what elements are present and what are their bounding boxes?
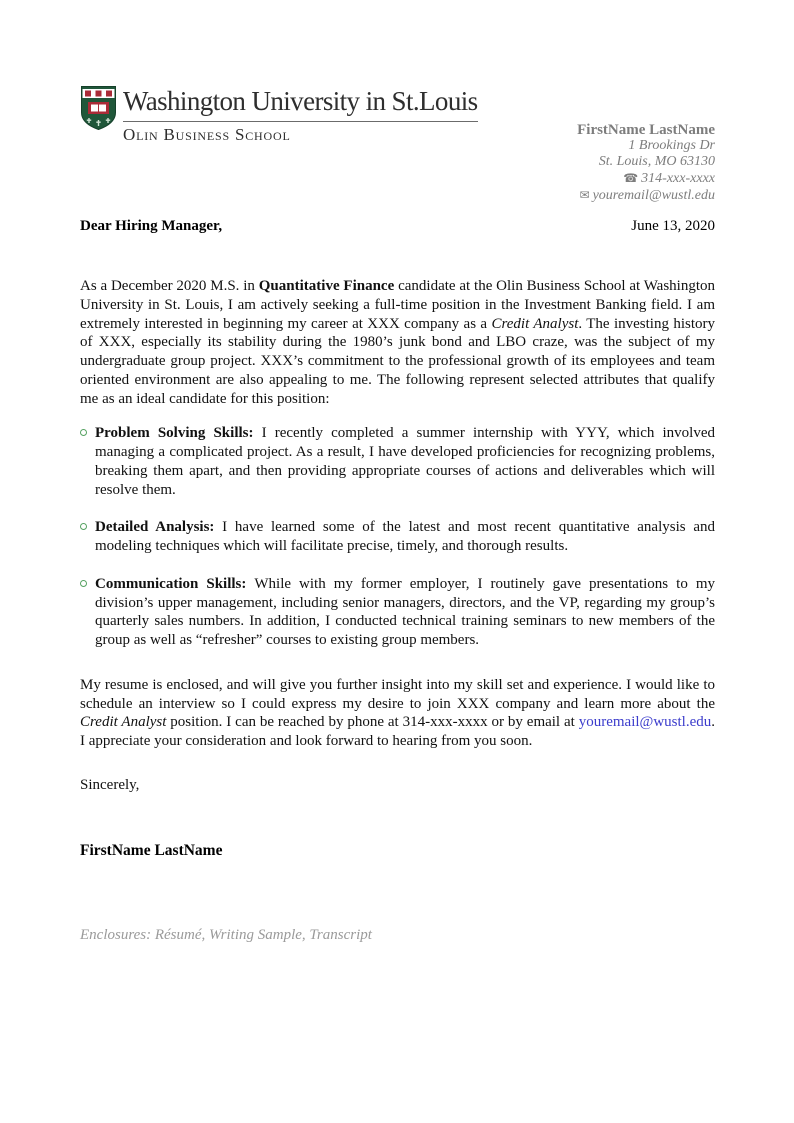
sender-contact-block <box>577 122 715 204</box>
letter-head <box>80 85 715 204</box>
sender-phone-line <box>577 170 715 187</box>
sender-email: youremail@wustl.edu <box>592 188 715 203</box>
wustl-shield-icon <box>80 85 117 131</box>
phone-icon: ☎ <box>623 171 639 185</box>
logo-divider <box>123 121 478 122</box>
opening-paragraph: As a December 2020 M.S. in Quantitative Finance candidate at the Olin Business School at Washington University in St. Louis, I am actively seeking a full-time position in the Investment Banking field. I am extremely interested in beginning my career at XXX company as a Credit Analyst. The investing history of XXX, especially its stability during the 1980’s junk bond and LBO craze, was the subject of my undergraduate group project. XXX’s commitment to the professional growth of its employees and team oriented environment are also appealing to me. The following represent selected attributes that qualify me as an ideal candidate for this position: <box>80 278 716 407</box>
enclosures-line: Enclosures: Résumé, Writing Sample, Transcript <box>80 926 372 943</box>
sender-address-line2: St. Louis, MO 63130 <box>598 154 715 169</box>
closing-paragraph: My resume is enclosed, and will give you further insight into my skill set and experience. I would like to schedule an interview so I could express my desire to join XXX company and learn more about the Credit Analyst position. I can be reached by phone at 314-xxx-xxxx or by email at youremail@wustl.edu. I appreciate your consideration and look forward to hearing from you soon. <box>80 676 716 749</box>
bullet-detailed-analysis: Detailed Analysis: I have learned some of the latest and most recent quantitative analysis and modeling techniques which will facilitate precise, timely, and thorough results. <box>95 519 715 554</box>
salutation: Dear Hiring Manager, <box>80 218 223 234</box>
letter-date: June 13, 2020 <box>631 218 715 234</box>
salutation-row <box>80 218 715 235</box>
bullet-circle-icon <box>80 429 87 436</box>
bullet-problem-solving: Problem Solving Skills: I recently completed a summer internship with YYY, which involved managing a complicated project. As a result, I have developed proficiencies for recognizing problems, breaking them apart, and then providing appropriate courses of actions and deliverables which will resolve them. <box>95 425 715 498</box>
list-item <box>80 575 715 650</box>
list-item <box>80 424 715 499</box>
school-name: Olin Business School <box>123 124 291 144</box>
bullet-circle-icon <box>80 580 87 587</box>
bullet-communication-skills: Communication Skills: While with my former employer, I routinely gave presentations to my division’s upper management, including senior managers, directors, and the VP, regarding my group’s quarterly sales numbers. In addition, I conducted technical training seminars to new members of the group as well as “refresher” courses to existing group members. <box>95 575 715 648</box>
university-name: Washington University in St.Louis <box>123 86 478 116</box>
envelope-icon: ✉ <box>579 188 590 202</box>
signoff: Sincerely, <box>80 776 140 793</box>
wustl-olin-logo <box>80 85 478 145</box>
sender-name: FirstName LastName <box>577 122 715 138</box>
sender-email-line <box>577 187 715 204</box>
signature-name: FirstName LastName <box>80 841 223 859</box>
sender-address-line1: 1 Brookings Dr <box>628 138 715 153</box>
skills-list <box>80 424 715 650</box>
bullet-circle-icon <box>80 523 87 530</box>
logo-text-block <box>123 85 478 145</box>
sender-phone: 314-xxx-xxxx <box>641 171 715 186</box>
email-link[interactable]: youremail@wustl.edu <box>578 714 712 731</box>
list-item <box>80 518 715 556</box>
